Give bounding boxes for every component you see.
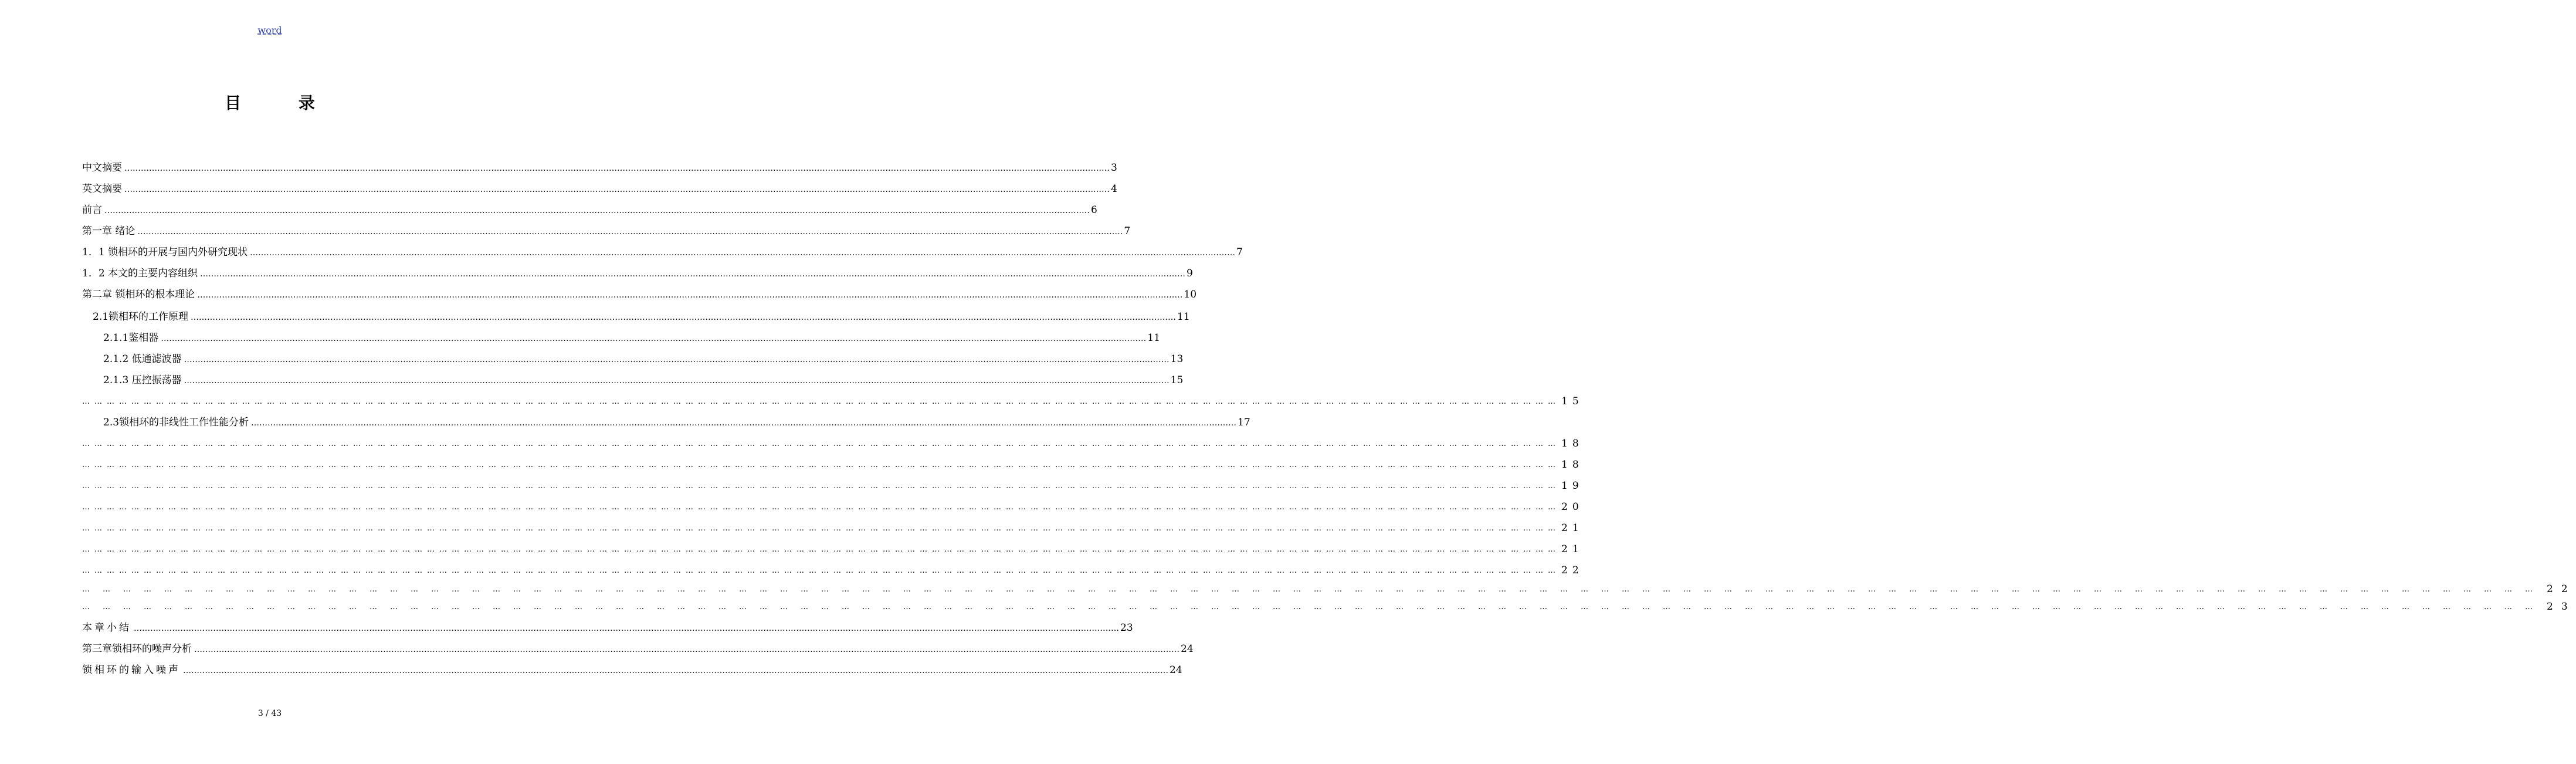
toc-entry-label: 1．1 锁相环的开展与国内外研究现状 (82, 246, 248, 258)
toc-entry-page: 13 (1170, 353, 1184, 365)
toc-entry-label: 第三章锁相环的噪声分析 (82, 643, 192, 655)
toc-entry[interactable] (82, 563, 1584, 577)
toc-entry-label: 中文摘要 (82, 162, 122, 174)
toc-entry[interactable] (82, 203, 1097, 217)
toc-entry-label: 本章小结 (82, 622, 131, 634)
toc-entry[interactable] (82, 331, 1160, 345)
toc-entry[interactable] (82, 288, 1197, 302)
toc-entry[interactable] (82, 415, 1250, 430)
toc-entry-page: 4 (1111, 183, 1117, 195)
toc-entry-label: 第一章 绪论 (82, 225, 135, 237)
toc-entry-page: 17 (1238, 417, 1250, 428)
toc-entry[interactable] (82, 582, 2576, 596)
toc-entry-page: 21 (1561, 522, 1584, 534)
toc-leader: ……………………………………………………………………………………………………………………………………………………………………………………………………………………………………………………………………………………………………………………………… (82, 503, 1560, 512)
toc-entry-label: 2.1.3 压控振荡器 (103, 374, 182, 386)
toc-entry[interactable] (82, 642, 1194, 656)
toc-entry-page: 23 (1120, 622, 1133, 634)
toc-entry-label: 2.3锁相环的非线性工作性能分析 (103, 417, 249, 428)
toc-entry-page: 24 (1181, 643, 1194, 655)
toc-leader: ……………………………………………………………………………………………………………………………………………………………………………………………………………………………………………………………………………………………………………………………… (137, 227, 1123, 236)
toc-leader: ……………………………………………………………………………………………………………………………………………………………………………………………………………………………………………………………………………………………………………………………… (183, 666, 1168, 675)
toc-leader: ……………………………………………………………………………………………………………………………………………………………………………………………………………………………………………………………………………………………………………………………… (250, 248, 1236, 258)
toc-entry-page: 23 (2547, 601, 2576, 613)
header-word-link[interactable]: word (257, 25, 282, 36)
toc-entry-page: 6 (1091, 204, 1097, 216)
toc-leader: ……………………………………………………………………………………………………………………………………………………………………………………………………………………………………………………………………………………………………………………………… (82, 397, 1560, 406)
toc-leader: ……………………………………………………………………………………………………………………………………………………………………………………………………………………………………………………………………………………………………………………………… (124, 164, 1110, 173)
toc-entry-label: 前言 (82, 204, 102, 216)
toc-leader: ……………………………………………………………………………………………………………………………………………………………………………………………………………………………………………………………………………………………………………………………… (82, 566, 1560, 575)
toc-leader: ……………………………………………………………………………………………………………………………………………………………………………………………………………………………………………………………………………………………………………………………… (184, 376, 1170, 386)
toc-entry-page: 22 (2547, 583, 2576, 595)
toc-entry-label: 锁相环的输入噪声 (82, 664, 181, 676)
toc-leader: ……………………………………………………………………………………………………………………………………………………………………………………………………………………………………………………………………………………………………………………………… (82, 524, 1560, 533)
toc-entry[interactable] (82, 521, 1584, 535)
toc-leader: ……………………………………………………………………………………………………………………………………………………………………………………………………………………………………………………………………………………………………………………………… (82, 545, 1560, 554)
toc-entry[interactable] (82, 500, 1584, 514)
toc-leader: ……………………………………………………………………………………………………………………………………………………………………………………………………………………………………………………………………………………………………………………………… (82, 585, 2546, 594)
toc-leader: ……………………………………………………………………………………………………………………………………………………………………………………………………………………………………………………………………………………………………………………………… (184, 355, 1170, 364)
toc-entry[interactable] (82, 310, 1190, 324)
toc-entry-page: 18 (1561, 438, 1584, 449)
toc-leader: ……………………………………………………………………………………………………………………………………………………………………………………………………………………………………………………………………………………………………………………………… (82, 482, 1560, 491)
toc-entry-page: 20 (1561, 501, 1584, 513)
toc-entry-page: 9 (1187, 268, 1193, 279)
toc-entry[interactable] (82, 161, 1117, 175)
toc-leader: ……………………………………………………………………………………………………………………………………………………………………………………………………………………………………………………………………………………………………………………………… (82, 440, 1560, 448)
toc-leader: ……………………………………………………………………………………………………………………………………………………………………………………………………………………………………………………………………………………………………………………………… (124, 185, 1110, 194)
toc-leader: ……………………………………………………………………………………………………………………………………………………………………………………………………………………………………………………………………………………………………………………………… (104, 206, 1090, 215)
toc-entry[interactable] (82, 373, 1184, 387)
toc-entry[interactable] (82, 542, 1584, 556)
toc-entry[interactable] (82, 245, 1243, 259)
toc-entry-page: 15 (1561, 395, 1584, 407)
toc-entry[interactable] (82, 182, 1117, 196)
toc-entry[interactable] (82, 458, 1584, 472)
toc-leader: ……………………………………………………………………………………………………………………………………………………………………………………………………………………………………………………………………………………………………………………………… (134, 624, 1119, 633)
toc-entry-label: 英文摘要 (82, 183, 122, 195)
toc-leader: ……………………………………………………………………………………………………………………………………………………………………………………………………………………………………………………………………………………………………………………………… (82, 461, 1560, 469)
toc-entry-label: 1．2 本文的主要内容组织 (82, 268, 198, 279)
toc-entry[interactable] (82, 266, 1193, 280)
page-number: 3 / 43 (257, 709, 282, 718)
toc-leader: ……………………………………………………………………………………………………………………………………………………………………………………………………………………………………………………………………………………………………………………………… (82, 603, 2546, 611)
toc-leader: ……………………………………………………………………………………………………………………………………………………………………………………………………………………………………………………………………………………………………………………………… (251, 418, 1237, 428)
toc-entry-label: 2.1.2 低通滤波器 (103, 353, 182, 365)
toc-entry-page: 19 (1561, 480, 1584, 492)
toc-entry-label: 2.1.1鉴相器 (103, 332, 159, 344)
toc-entry-page: 3 (1111, 162, 1117, 174)
toc-entry[interactable] (82, 663, 1182, 677)
toc-entry-page: 7 (1236, 246, 1243, 258)
toc-entry[interactable] (82, 224, 1131, 238)
toc-entry-page: 15 (1170, 374, 1184, 386)
toc-entry-page: 7 (1124, 225, 1131, 237)
toc-entry-page: 10 (1184, 289, 1197, 300)
toc-entry-label: 第二章 锁相环的根本理论 (82, 289, 195, 300)
toc-entry[interactable] (82, 479, 1584, 493)
toc-entry[interactable] (82, 621, 1133, 635)
toc-entry[interactable] (82, 352, 1184, 366)
toc-entry-page: 11 (1147, 332, 1160, 344)
toc-entry-page: 11 (1177, 311, 1190, 323)
toc-entry-page: 21 (1561, 543, 1584, 555)
toc-leader: ……………………………………………………………………………………………………………………………………………………………………………………………………………………………………………………………………………………………………………………………… (194, 645, 1179, 654)
toc-leader: ……………………………………………………………………………………………………………………………………………………………………………………………………………………………………………………………………………………………………………………………… (200, 269, 1186, 279)
toc-entry-page: 22 (1561, 564, 1584, 576)
toc-entry[interactable] (82, 437, 1584, 451)
toc-leader: ……………………………………………………………………………………………………………………………………………………………………………………………………………………………………………………………………………………………………………………………… (197, 290, 1183, 300)
toc-leader: ……………………………………………………………………………………………………………………………………………………………………………………………………………………………………………………………………………………………………………………………… (161, 334, 1147, 343)
toc-entry-label: 2.1锁相环的工作原理 (93, 311, 189, 323)
page-title: 目 录 (225, 93, 341, 113)
toc-entry[interactable] (82, 600, 2576, 614)
toc-leader: ……………………………………………………………………………………………………………………………………………………………………………………………………………………………………………………………………………………………………………………………… (191, 313, 1177, 322)
toc-entry-page: 24 (1170, 664, 1182, 676)
toc-entry[interactable] (82, 394, 1584, 408)
toc-entry-page: 18 (1561, 459, 1584, 471)
